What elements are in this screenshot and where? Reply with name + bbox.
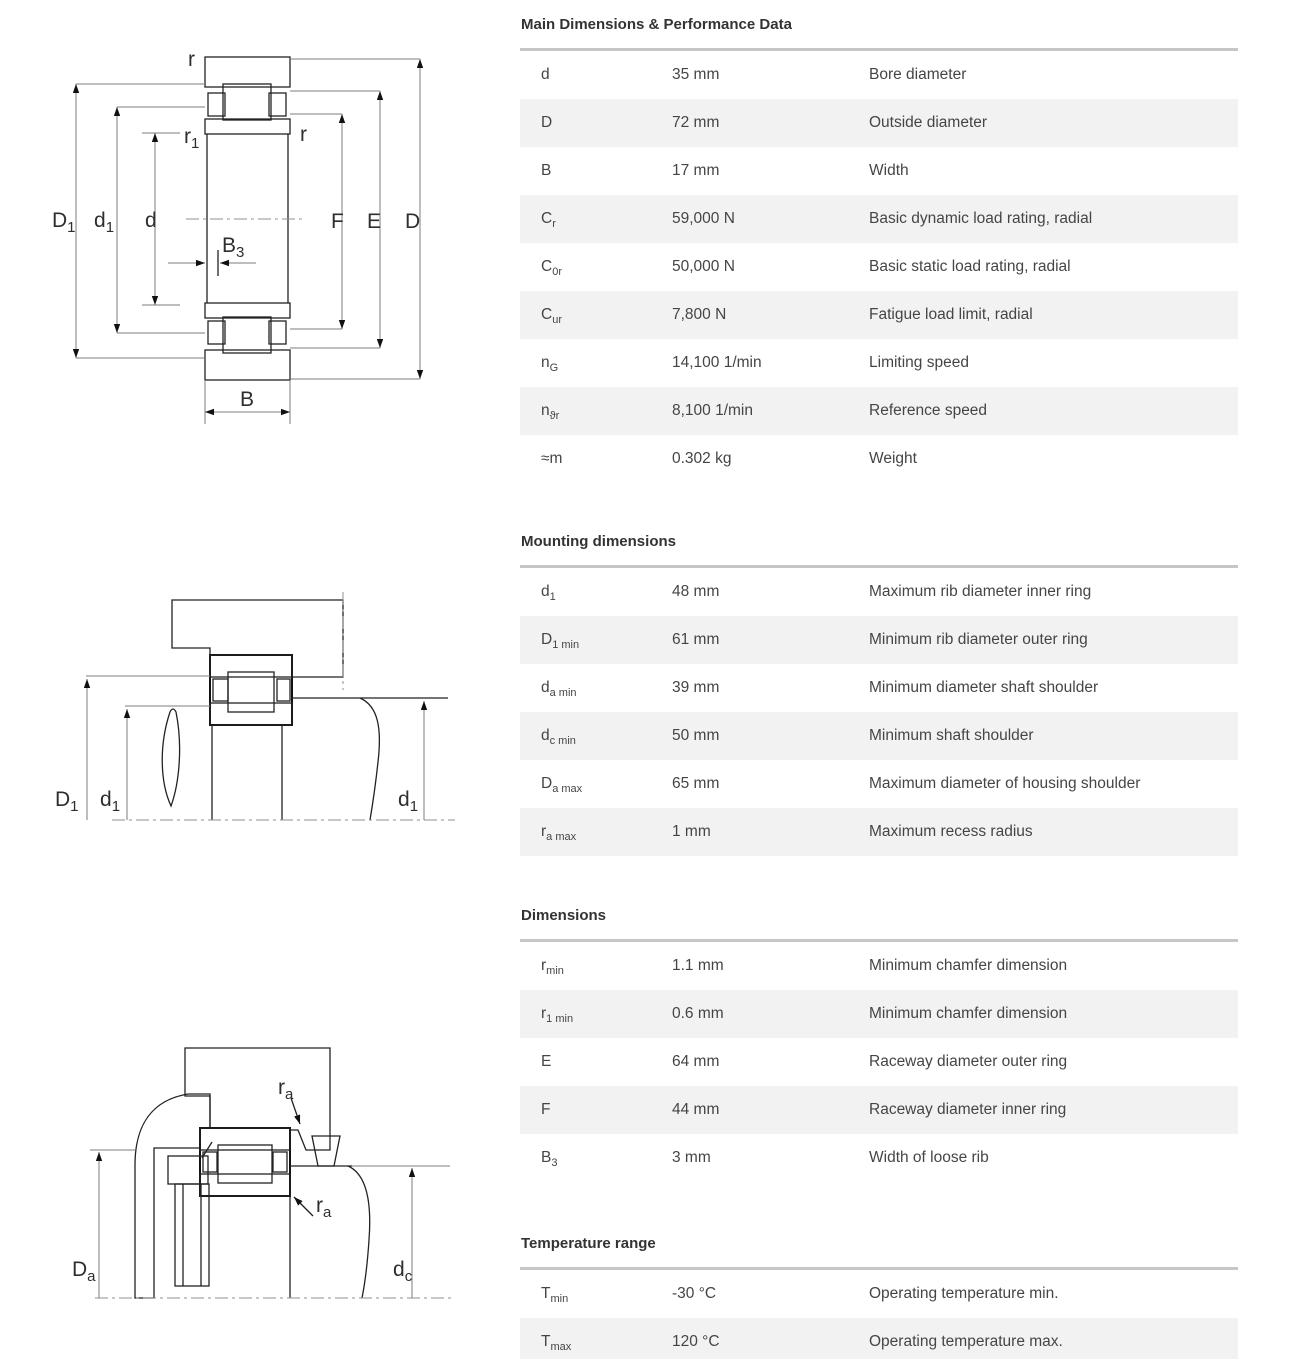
symbol-base: D [541, 775, 553, 792]
section-title: Main Dimensions & Performance Data [520, 0, 1238, 51]
spec-row [520, 51, 1238, 99]
label-F: F [331, 210, 344, 233]
label-d1-left: $d_1$ [100, 788, 121, 815]
spec-section [520, 856, 1238, 1182]
label-Da: $D_a$ [72, 1258, 96, 1285]
description-cell: Raceway diameter inner ring [869, 1101, 1067, 1118]
symbol-subscript: ϑr [549, 410, 560, 423]
description-cell: Basic static load rating, radial [869, 258, 1071, 275]
value-cell: 39 mm [672, 679, 720, 696]
symbol-cell [541, 1005, 672, 1026]
spec-row [520, 664, 1238, 712]
symbol-base: E [541, 1053, 552, 1070]
label-d: d [145, 209, 157, 232]
drawing-rib-mounting [30, 570, 470, 870]
description-cell: Maximum rib diameter inner ring [869, 583, 1092, 600]
symbol-cell [541, 1101, 672, 1119]
spec-row [520, 712, 1238, 760]
description-cell: Weight [869, 450, 917, 467]
symbol-subscript: a max [546, 831, 577, 844]
section-title: Dimensions [520, 856, 1238, 942]
value-cell: 64 mm [672, 1053, 720, 1070]
value-cell: 50,000 N [672, 258, 735, 275]
symbol-subscript: c min [549, 735, 576, 748]
description-cell: Maximum recess radius [869, 823, 1033, 840]
value-cell: 3 mm [672, 1149, 711, 1166]
description-cell: Minimum rib diameter outer ring [869, 631, 1088, 648]
drawing-labels [52, 48, 420, 411]
label-D1: $D_1$ [52, 209, 76, 236]
section-title: Temperature range [520, 1182, 1238, 1270]
symbol-base: d [541, 727, 550, 744]
label-d1-right: $d_1$ [398, 788, 419, 815]
bearing-section-geometry [186, 57, 304, 380]
symbol-cell [541, 957, 672, 978]
description-cell: Minimum chamfer dimension [869, 1005, 1068, 1022]
value-cell: 1 mm [672, 823, 711, 840]
description-cell: Minimum diameter shaft shoulder [869, 679, 1099, 696]
symbol-subscript: 3 [551, 1157, 558, 1170]
description-cell: Limiting speed [869, 354, 969, 371]
symbol-cell [541, 258, 672, 279]
symbol-base: B [541, 1149, 552, 1166]
spec-row [520, 808, 1238, 856]
symbol-base: n [541, 402, 550, 419]
symbol-cell [541, 450, 672, 468]
symbol-cell [541, 306, 672, 327]
symbol-subscript: a min [549, 687, 577, 700]
label-D: D [405, 210, 421, 233]
symbol-base: D [541, 114, 553, 131]
label-r-right: r [300, 123, 307, 146]
spec-row [520, 1134, 1238, 1182]
symbol-cell [541, 775, 672, 796]
label-d1: $d_1$ [94, 209, 115, 236]
label-r1: $r_1$ [184, 125, 200, 152]
spec-row [520, 147, 1238, 195]
value-cell: 50 mm [672, 727, 720, 744]
symbol-base: r [541, 823, 547, 840]
description-cell: Minimum shaft shoulder [869, 727, 1034, 744]
spec-row [520, 195, 1238, 243]
symbol-subscript: ur [552, 314, 562, 327]
spec-row [520, 99, 1238, 147]
spec-row [520, 1086, 1238, 1134]
spec-tables [520, 0, 1238, 1359]
description-cell: Maximum diameter of housing shoulder [869, 775, 1141, 792]
symbol-base: F [541, 1101, 551, 1118]
label-B: B [240, 388, 255, 411]
spec-row [520, 616, 1238, 664]
spec-row [520, 1038, 1238, 1086]
value-cell: 0.6 mm [672, 1005, 724, 1022]
symbol-subscript: 1 [549, 591, 556, 604]
label-B3: $B_3$ [222, 234, 245, 261]
label-ra-top: $r_a$ [278, 1076, 294, 1103]
spec-row [520, 243, 1238, 291]
spec-row [520, 435, 1238, 483]
spec-row [520, 942, 1238, 990]
symbol-cell [541, 1149, 672, 1170]
value-cell: 7,800 N [672, 306, 727, 323]
symbol-cell [541, 727, 672, 748]
spec-row [520, 990, 1238, 1038]
value-cell: 1.1 mm [672, 957, 724, 974]
symbol-base: B [541, 162, 552, 179]
symbol-cell [541, 1285, 672, 1306]
symbol-cell [541, 162, 672, 180]
symbol-subscript: 1 min [552, 639, 580, 652]
label-E: E [367, 210, 382, 233]
description-cell: Minimum chamfer dimension [869, 957, 1068, 974]
symbol-base: d [541, 66, 550, 83]
drawing-labels [55, 788, 418, 815]
value-cell: 72 mm [672, 114, 720, 131]
description-cell: Basic dynamic load rating, radial [869, 210, 1093, 227]
drawing-shoulder-mounting [30, 1020, 470, 1359]
drawing-cross-section [30, 40, 470, 440]
symbol-cell [541, 1053, 672, 1071]
symbol-cell [541, 402, 672, 423]
value-cell: 35 mm [672, 66, 720, 83]
symbol-cell [541, 583, 672, 604]
spec-section [520, 483, 1238, 856]
symbol-base: r [541, 1005, 547, 1022]
description-cell: Raceway diameter outer ring [869, 1053, 1068, 1070]
spec-section [520, 0, 1238, 483]
symbol-cell [541, 66, 672, 84]
spec-section [520, 1182, 1238, 1359]
spec-row [520, 1318, 1238, 1359]
symbol-base: d [541, 679, 550, 696]
spec-row [520, 568, 1238, 616]
value-cell: 65 mm [672, 775, 720, 792]
dimension-lines [76, 59, 420, 424]
symbol-subscript: min [550, 1293, 569, 1306]
description-cell: Bore diameter [869, 66, 967, 83]
description-cell: Outside diameter [869, 114, 988, 131]
description-cell: Reference speed [869, 402, 988, 419]
value-cell: 0.302 kg [672, 450, 732, 467]
symbol-base: d [541, 583, 550, 600]
value-cell: -30 °C [672, 1285, 717, 1302]
symbol-subscript: 1 min [546, 1013, 574, 1026]
symbol-cell [541, 823, 672, 844]
symbol-base: n [541, 354, 550, 371]
spec-row [520, 1270, 1238, 1318]
symbol-base: r [541, 957, 547, 974]
symbol-subscript: G [549, 362, 559, 375]
section-title: Mounting dimensions [520, 483, 1238, 568]
description-cell: Operating temperature max. [869, 1333, 1063, 1350]
label-r-top: r [188, 48, 195, 71]
value-cell: 120 °C [672, 1333, 720, 1350]
description-cell: Width of loose rib [869, 1149, 989, 1166]
symbol-base: T [541, 1333, 551, 1350]
symbol-cell [541, 210, 672, 231]
description-cell: Operating temperature min. [869, 1285, 1059, 1302]
value-cell: 8,100 1/min [672, 402, 753, 419]
label-ra-bottom: $r_a$ [316, 1194, 332, 1221]
spec-row [520, 760, 1238, 808]
description-cell: Width [869, 162, 909, 179]
value-cell: 17 mm [672, 162, 720, 179]
symbol-subscript: min [546, 965, 564, 978]
value-cell: 14,100 1/min [672, 354, 762, 371]
description-cell: Fatigue load limit, radial [869, 306, 1033, 323]
symbol-base: ≈m [541, 450, 563, 467]
mounting-geometry [86, 592, 455, 820]
symbol-cell [541, 679, 672, 700]
symbol-subscript: max [550, 1341, 572, 1354]
symbol-subscript: r [552, 218, 556, 231]
value-cell: 44 mm [672, 1101, 720, 1118]
symbol-subscript: 0r [552, 266, 562, 279]
symbol-base: D [541, 631, 553, 648]
symbol-cell [541, 114, 672, 132]
spec-row [520, 339, 1238, 387]
symbol-cell [541, 1333, 672, 1354]
symbol-base: C [541, 210, 553, 227]
spec-row [520, 387, 1238, 435]
value-cell: 59,000 N [672, 210, 735, 227]
symbol-base: C [541, 306, 553, 323]
spec-row [520, 291, 1238, 339]
symbol-subscript: a max [552, 783, 583, 796]
symbol-cell [541, 631, 672, 652]
symbol-base: C [541, 258, 553, 275]
label-dc: $d_c$ [393, 1258, 413, 1285]
symbol-base: T [541, 1285, 551, 1302]
symbol-cell [541, 354, 672, 375]
label-D1: $D_1$ [55, 788, 79, 815]
value-cell: 61 mm [672, 631, 720, 648]
value-cell: 48 mm [672, 583, 720, 600]
